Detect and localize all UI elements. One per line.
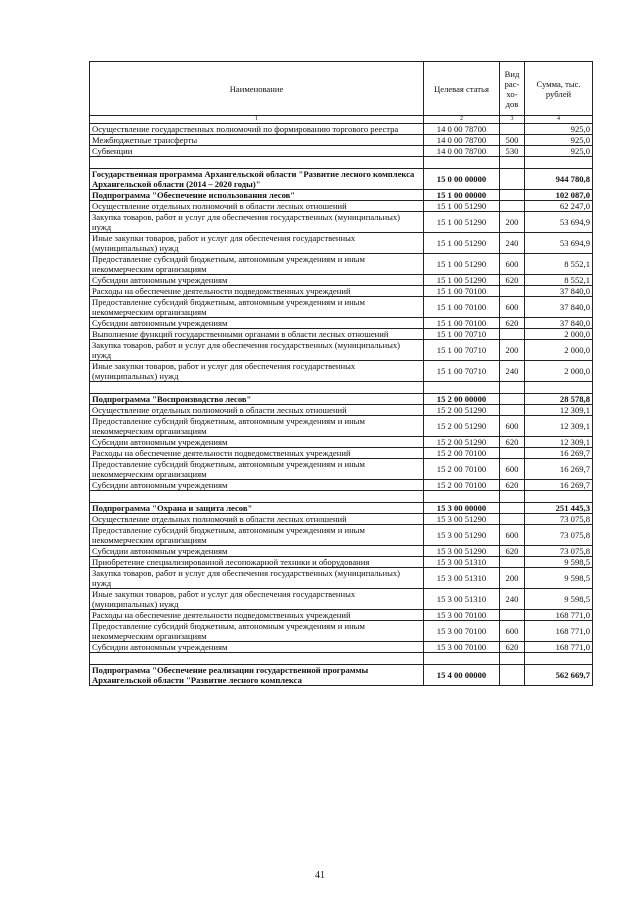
row-name: Предоставление субсидий бюджетным, автономным учреждениям и иным некоммерческим организациям (90, 254, 424, 275)
row-expense-type (500, 201, 525, 212)
row-name: Выполнение функций государственными органами в области лесных отношений (90, 329, 424, 340)
row-target-article: 15 3 00 51310 (424, 589, 500, 610)
row-sum: 925,0 (525, 124, 593, 135)
row-sum: 168 771,0 (525, 610, 593, 621)
row-expense-type: 600 (500, 416, 525, 437)
row-sum: 8 552,1 (525, 275, 593, 286)
row-target-article: 15 3 00 51310 (424, 568, 500, 589)
row-sum: 37 840,0 (525, 286, 593, 297)
row-expense-type (500, 190, 525, 201)
row-target-article: 15 2 00 70100 (424, 480, 500, 491)
spacer-row (90, 157, 593, 169)
row-name: Иные закупки товаров, работ и услуг для обеспечения государственных (муниципальных) нужд (90, 589, 424, 610)
row-sum: 16 269,7 (525, 459, 593, 480)
table-row (90, 124, 593, 135)
spacer-row (90, 491, 593, 503)
row-name: Подпрограмма "Обеспечение использования лесов" (90, 190, 424, 201)
empty-cell (424, 382, 500, 394)
column-number: 2 (424, 116, 500, 124)
row-name: Закупка товаров, работ и услуг для обеспечения государственных (муниципальных) нужд (90, 568, 424, 589)
row-expense-type: 240 (500, 361, 525, 382)
row-expense-type (500, 514, 525, 525)
row-sum: 37 840,0 (525, 297, 593, 318)
table-row (90, 286, 593, 297)
row-expense-type (500, 610, 525, 621)
row-expense-type: 600 (500, 621, 525, 642)
spacer-row (90, 382, 593, 394)
empty-cell (90, 653, 424, 665)
row-target-article: 15 2 00 00000 (424, 394, 500, 405)
table-row (90, 557, 593, 568)
row-expense-type: 600 (500, 525, 525, 546)
row-sum: 53 694,9 (525, 233, 593, 254)
row-sum: 9 598,5 (525, 568, 593, 589)
row-target-article: 15 1 00 70100 (424, 286, 500, 297)
row-expense-type (500, 665, 525, 686)
row-sum: 53 694,9 (525, 212, 593, 233)
row-expense-type: 530 (500, 146, 525, 157)
header-target-article: Целевая статья (424, 62, 500, 116)
row-expense-type (500, 557, 525, 568)
row-expense-type: 620 (500, 546, 525, 557)
row-sum: 8 552,1 (525, 254, 593, 275)
row-expense-type: 600 (500, 297, 525, 318)
table-row (90, 212, 593, 233)
empty-cell (525, 653, 593, 665)
row-target-article: 15 3 00 51310 (424, 557, 500, 568)
table-row (90, 146, 593, 157)
row-target-article: 15 2 00 51290 (424, 416, 500, 437)
column-number-row (90, 116, 593, 124)
row-name: Предоставление субсидий бюджетным, автономным учреждениям и иным некоммерческим организациям (90, 525, 424, 546)
row-name: Подпрограмма "Воспроизводство лесов" (90, 394, 424, 405)
row-sum: 12 309,1 (525, 416, 593, 437)
row-sum: 9 598,5 (525, 557, 593, 568)
row-expense-type: 500 (500, 135, 525, 146)
row-sum: 562 669,7 (525, 665, 593, 686)
empty-cell (500, 653, 525, 665)
table-row (90, 546, 593, 557)
row-target-article: 15 1 00 00000 (424, 190, 500, 201)
row-expense-type: 600 (500, 459, 525, 480)
row-expense-type (500, 405, 525, 416)
spacer-row (90, 653, 593, 665)
row-expense-type (500, 448, 525, 459)
row-target-article: 15 1 00 70100 (424, 297, 500, 318)
table-row (90, 233, 593, 254)
empty-cell (500, 157, 525, 169)
empty-cell (424, 157, 500, 169)
row-expense-type: 600 (500, 254, 525, 275)
table-body (90, 124, 593, 686)
row-expense-type: 200 (500, 340, 525, 361)
column-number: 3 (500, 116, 525, 124)
empty-cell (500, 382, 525, 394)
row-target-article: 15 3 00 00000 (424, 503, 500, 514)
empty-cell (525, 157, 593, 169)
row-name: Расходы на обеспечение деятельности подведомственных учреждений (90, 610, 424, 621)
row-name: Закупка товаров, работ и услуг для обеспечения государственных (муниципальных) нужд (90, 340, 424, 361)
row-target-article: 15 2 00 51290 (424, 405, 500, 416)
table-row (90, 329, 593, 340)
row-sum: 16 269,7 (525, 480, 593, 491)
row-sum: 168 771,0 (525, 621, 593, 642)
row-name: Осуществление отдельных полномочий в области лесных отношений (90, 514, 424, 525)
table-row (90, 514, 593, 525)
header-row (90, 62, 593, 116)
row-name: Подпрограмма "Охрана и защита лесов" (90, 503, 424, 514)
row-target-article: 15 1 00 70710 (424, 361, 500, 382)
row-expense-type (500, 286, 525, 297)
row-target-article: 15 3 00 70100 (424, 621, 500, 642)
table-row (90, 318, 593, 329)
row-name: Субсидии автономным учреждениям (90, 318, 424, 329)
row-target-article: 15 3 00 51290 (424, 525, 500, 546)
table-row (90, 621, 593, 642)
table-row (90, 201, 593, 212)
table-row (90, 525, 593, 546)
row-name: Осуществление отдельных полномочий в области лесных отношений (90, 405, 424, 416)
table-row (90, 589, 593, 610)
row-sum: 102 087,0 (525, 190, 593, 201)
row-sum: 9 598,5 (525, 589, 593, 610)
table-row (90, 480, 593, 491)
row-name: Субсидии автономным учреждениям (90, 642, 424, 653)
row-target-article: 15 3 00 51290 (424, 546, 500, 557)
empty-cell (525, 491, 593, 503)
page-number: 41 (315, 870, 325, 881)
row-name: Осуществление отдельных полномочий в области лесных отношений (90, 201, 424, 212)
row-name: Предоставление субсидий бюджетным, автономным учреждениям и иным некоммерческим организациям (90, 621, 424, 642)
empty-cell (500, 491, 525, 503)
table-row (90, 642, 593, 653)
table-row (90, 448, 593, 459)
row-target-article: 15 3 00 70100 (424, 642, 500, 653)
row-target-article: 15 3 00 51290 (424, 514, 500, 525)
row-name: Субсидии автономным учреждениям (90, 437, 424, 448)
table-row (90, 297, 593, 318)
row-name: Предоставление субсидий бюджетным, автономным учреждениям и иным некоммерческим организациям (90, 297, 424, 318)
row-expense-type: 620 (500, 318, 525, 329)
row-expense-type: 240 (500, 589, 525, 610)
row-target-article: 15 2 00 51290 (424, 437, 500, 448)
row-name: Расходы на обеспечение деятельности подведомственных учреждений (90, 286, 424, 297)
column-number: 4 (525, 116, 593, 124)
row-target-article: 14 0 00 78700 (424, 135, 500, 146)
column-number: 1 (90, 116, 424, 124)
row-expense-type: 200 (500, 568, 525, 589)
row-name: Предоставление субсидий бюджетным, автономным учреждениям и иным некоммерческим организациям (90, 416, 424, 437)
row-sum: 16 269,7 (525, 448, 593, 459)
row-name: Приобретение специализированной лесопожарной техники и оборудования (90, 557, 424, 568)
row-expense-type: 200 (500, 212, 525, 233)
budget-table (89, 61, 593, 686)
row-target-article: 15 1 00 51290 (424, 275, 500, 286)
row-target-article: 15 1 00 51290 (424, 233, 500, 254)
row-target-article: 15 3 00 70100 (424, 610, 500, 621)
row-sum: 28 578,8 (525, 394, 593, 405)
row-target-article: 15 2 00 70100 (424, 448, 500, 459)
row-name: Субсидии автономным учреждениям (90, 275, 424, 286)
row-name: Закупка товаров, работ и услуг для обеспечения государственных (муниципальных) нужд (90, 212, 424, 233)
row-name: Субсидии автономным учреждениям (90, 480, 424, 491)
header-expense-type: Вид рас-хо-дов (500, 62, 525, 116)
table-row (90, 568, 593, 589)
row-sum: 37 840,0 (525, 318, 593, 329)
row-sum: 73 075,8 (525, 546, 593, 557)
table-row (90, 405, 593, 416)
row-name: Подпрограмма "Обеспечение реализации государственной программы Архангельской области "Развитие лесного комплекса (90, 665, 424, 686)
row-sum: 12 309,1 (525, 405, 593, 416)
row-target-article: 15 1 00 70710 (424, 329, 500, 340)
table-row (90, 610, 593, 621)
row-target-article: 15 4 00 00000 (424, 665, 500, 686)
row-expense-type: 620 (500, 480, 525, 491)
row-sum: 944 780,8 (525, 169, 593, 190)
table-row (90, 665, 593, 686)
empty-cell (90, 157, 424, 169)
table-row (90, 361, 593, 382)
table-row (90, 254, 593, 275)
row-sum: 168 771,0 (525, 642, 593, 653)
table-row (90, 459, 593, 480)
row-target-article: 14 0 00 78700 (424, 124, 500, 135)
table-row (90, 416, 593, 437)
empty-cell (424, 653, 500, 665)
row-expense-type (500, 124, 525, 135)
empty-cell (90, 491, 424, 503)
row-sum: 925,0 (525, 146, 593, 157)
header-name: Наименование (90, 62, 424, 116)
row-sum: 73 075,8 (525, 514, 593, 525)
header-sum: Сумма, тыс. рублей (525, 62, 593, 116)
row-target-article: 15 0 00 00000 (424, 169, 500, 190)
row-sum: 251 445,3 (525, 503, 593, 514)
row-name: Предоставление субсидий бюджетным, автономным учреждениям и иным некоммерческим организациям (90, 459, 424, 480)
row-name: Субвенции (90, 146, 424, 157)
row-name: Межбюджетные трансферты (90, 135, 424, 146)
row-expense-type: 620 (500, 275, 525, 286)
row-expense-type (500, 169, 525, 190)
row-name: Иные закупки товаров, работ и услуг для обеспечения государственных (муниципальных) нужд (90, 361, 424, 382)
row-sum: 73 075,8 (525, 525, 593, 546)
row-target-article: 15 1 00 70710 (424, 340, 500, 361)
row-sum: 2 000,0 (525, 340, 593, 361)
row-target-article: 15 2 00 70100 (424, 459, 500, 480)
row-name: Осуществление государственных полномочий по формированию торгового реестра (90, 124, 424, 135)
row-target-article: 14 0 00 78700 (424, 146, 500, 157)
empty-cell (525, 382, 593, 394)
row-expense-type: 620 (500, 437, 525, 448)
empty-cell (90, 382, 424, 394)
row-target-article: 15 1 00 70100 (424, 318, 500, 329)
row-target-article: 15 1 00 51290 (424, 254, 500, 275)
row-sum: 2 000,0 (525, 361, 593, 382)
table-row (90, 437, 593, 448)
table-row (90, 394, 593, 405)
row-name: Расходы на обеспечение деятельности подведомственных учреждений (90, 448, 424, 459)
row-expense-type (500, 329, 525, 340)
row-sum: 2 000,0 (525, 329, 593, 340)
row-target-article: 15 1 00 51290 (424, 212, 500, 233)
row-name: Субсидии автономным учреждениям (90, 546, 424, 557)
row-sum: 12 309,1 (525, 437, 593, 448)
row-sum: 62 247,0 (525, 201, 593, 212)
table-row (90, 340, 593, 361)
table-row (90, 503, 593, 514)
table-row (90, 169, 593, 190)
row-name: Иные закупки товаров, работ и услуг для обеспечения государственных (муниципальных) нужд (90, 233, 424, 254)
table-row (90, 275, 593, 286)
row-name: Государственная программа Архангельской области "Развитие лесного комплекса Архангельской области (2014 – 2020 годы)" (90, 169, 424, 190)
table-row (90, 135, 593, 146)
table-row (90, 190, 593, 201)
row-expense-type: 620 (500, 642, 525, 653)
row-target-article: 15 1 00 51290 (424, 201, 500, 212)
row-expense-type (500, 394, 525, 405)
empty-cell (424, 491, 500, 503)
row-sum: 925,0 (525, 135, 593, 146)
row-expense-type: 240 (500, 233, 525, 254)
row-expense-type (500, 503, 525, 514)
